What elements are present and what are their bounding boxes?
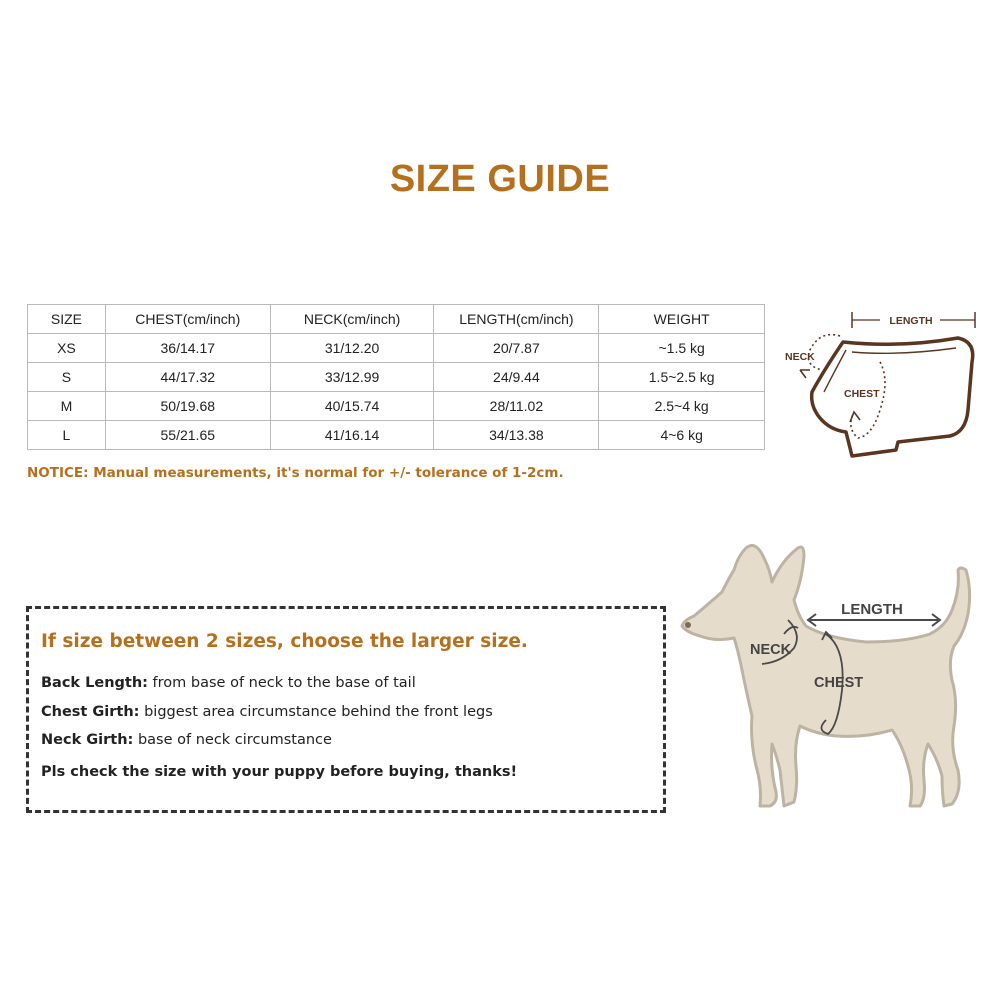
tips-heading: If size between 2 sizes, choose the larger size. [41, 631, 528, 652]
cell-size: S [28, 363, 106, 392]
cell-size: XS [28, 334, 106, 363]
cell-length: 28/11.02 [434, 392, 599, 421]
table-header-row [28, 305, 765, 334]
tip-text: base of neck circumstance [133, 732, 332, 748]
header-size: SIZE [28, 305, 106, 334]
garment-diagram [780, 300, 985, 475]
tip-label: Back Length: [41, 675, 148, 691]
tip-text: biggest area circumstance behind the front legs [139, 704, 493, 720]
cell-neck: 31/12.20 [270, 334, 434, 363]
cell-size: M [28, 392, 106, 421]
cell-chest: 44/17.32 [105, 363, 270, 392]
dog-length-label: LENGTH [841, 601, 903, 618]
tip-back-length [41, 675, 416, 691]
cell-weight: 2.5~4 kg [599, 392, 765, 421]
tip-chest-girth [41, 704, 493, 720]
tip-label: Chest Girth: [41, 704, 140, 720]
cell-size: L [28, 421, 106, 450]
size-table [27, 304, 765, 450]
tip-closing: Pls check the size with your puppy before buying, thanks! [41, 764, 518, 780]
cell-neck: 40/15.74 [270, 392, 434, 421]
garment-outline [812, 338, 973, 456]
cell-weight: ~1.5 kg [599, 334, 765, 363]
header-length: LENGTH(cm/inch) [434, 305, 599, 334]
table-row [28, 363, 765, 392]
dog-chest-label: CHEST [814, 675, 864, 691]
page-title: SIZE GUIDE [389, 158, 611, 200]
garment-neck-label: NECK [785, 351, 815, 363]
cell-weight: 1.5~2.5 kg [599, 363, 765, 392]
cell-chest: 50/19.68 [105, 392, 270, 421]
header-weight: WEIGHT [599, 305, 765, 334]
cell-length: 24/9.44 [434, 363, 599, 392]
tip-text: from base of neck to the base of tail [147, 675, 416, 691]
size-tips-box [26, 606, 666, 813]
tip-label: Neck Girth: [41, 732, 134, 748]
cell-neck: 33/12.99 [270, 363, 434, 392]
garment-chest-label: CHEST [844, 388, 880, 400]
garment-length-label: LENGTH [889, 315, 933, 327]
cell-chest: 55/21.65 [105, 421, 270, 450]
header-neck: NECK(cm/inch) [270, 305, 434, 334]
cell-chest: 36/14.17 [105, 334, 270, 363]
tip-neck-girth [41, 732, 332, 748]
table-row [28, 334, 765, 363]
table-row [28, 421, 765, 450]
header-chest: CHEST(cm/inch) [105, 305, 270, 334]
cell-neck: 41/16.14 [270, 421, 434, 450]
cell-length: 34/13.38 [434, 421, 599, 450]
dog-neck-label: NECK [750, 642, 792, 658]
notice-text: NOTICE: Manual measurements, it's normal for +/- tolerance of 1-2cm. [27, 465, 564, 481]
table-row [28, 392, 765, 421]
cell-length: 20/7.87 [434, 334, 599, 363]
cell-weight: 4~6 kg [599, 421, 765, 450]
dog-diagram [676, 530, 986, 820]
